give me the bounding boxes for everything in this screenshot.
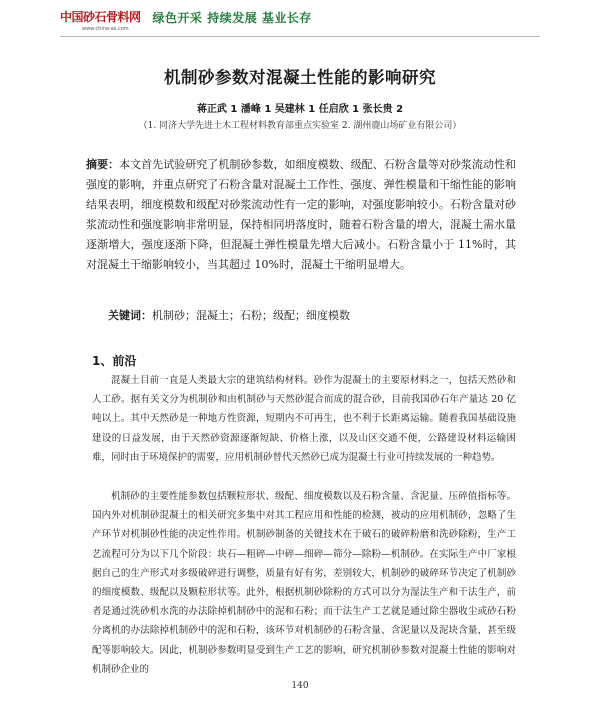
keywords [108,307,528,323]
abstract [86,155,516,275]
paper-title: 机制砂参数对混凝土性能的影响研究 [164,68,436,87]
brand-logo [60,8,141,32]
body-paragraph: 混凝土目前一直是人类最大宗的建筑结构材料。砂作为混凝土的主要原材料之一，包括天然砂和人工砂。据有关文分为机制砂和由机制砂与天然砂混合而成的混合砂，目前我国砂石年产量达 20 亿吨以上。其中天然砂是一种地方性资源，短期内不可再生，也不利于长距离运输。随着我国基础设施建设的日益发展，由于天然砂资源逐渐短缺、价格上涨，以及山区交通不便，公路建设材料运输困难，同时由于环境保护的需要，应用机制砂替代天然砂已成为混凝土行业可持续发展的一种趋势。 [92,375,516,463]
body-paragraph: 机制砂的主要性能参数包括颗粒形状、级配、细度模数以及石粉含量、含泥量、压碎值指标等。国内外对机制砂混凝土的相关研究多集中对其工程应用和性能的检测，被动的应用机制砂，忽略了生产环节对机制砂性能的决定性作用。机制砂制备的关键技术在于破石的破碎粉磨和洗砂除粉，生产工艺流程可分为以下几个阶段：块石—粗碎—中碎—细碎—筛分—除粉—机制砂。在实际生产中厂家根据自己的生产形式对多级破碎进行调整，质量有好有劣，差别较大，机制砂的破碎环节决定了机制砂的细度模数、级配以及颗粒形状等。此外，根据机制砂除粉的方式可以分为湿法生产和干法生产，前者是通过洗砂机水洗的办法除掉机制砂中的泥和石粉；而干法生产工艺就是通过除尘器收尘或砂石粉分离机的办法除掉机制砂中的泥和石粉，该环节对机制砂的石粉含量、含泥量以及泥块含量，甚至级配等影响较大。因此，机制砂参数明显受到生产工艺的影响，研究机制砂参数对混凝土性能的影响对机制砂企业的 [92,491,516,675]
abstract-label: 摘要： [86,158,120,171]
page-number: 140 [291,681,309,691]
brand-url: www.china-as.com [82,26,129,32]
header-divider [60,36,540,37]
brand-name: 中国砂石骨料网 [60,10,141,24]
section-heading: 1、前沿 [92,354,137,368]
keywords-text: 机制砂；混凝土；石粉；级配；细度模数 [152,309,350,322]
journal-header [60,8,312,34]
affiliation: （1. 同济大学先进土木工程材料教育部重点实验室 2. 湖州鹿山场矿业有限公司） [138,121,462,131]
author-list: 蒋正武 1 潘峰 1 吴建林 1 任启欣 1 张长贵 2 [196,104,404,115]
keywords-label: 关键词： [108,309,152,322]
header-slogan: 绿色开采 持续发展 基业长存 [152,11,312,25]
abstract-text: 本文首先试验研究了机制砂参数，如细度模数、级配、石粉含量等对砂浆流动性和强度的影响，并重点研究了石粉含量对混凝土工作性、强度、弹性模量和干缩性能的影响结果表明，细度模数和级配对砂浆流动性有一定的影响，对强度影响较小。石粉含量对砂浆流动性和强度影响非常明显，保持相同坍落度时，随着石粉含量的增大，混凝土需水量逐渐增大，强度逐渐下降，但混凝土弹性模量先增大后减小。石粉含量小于 11%时，其对混凝土干缩影响较小，当其超过 10%时，混凝土干缩明显增大。 [86,158,517,271]
